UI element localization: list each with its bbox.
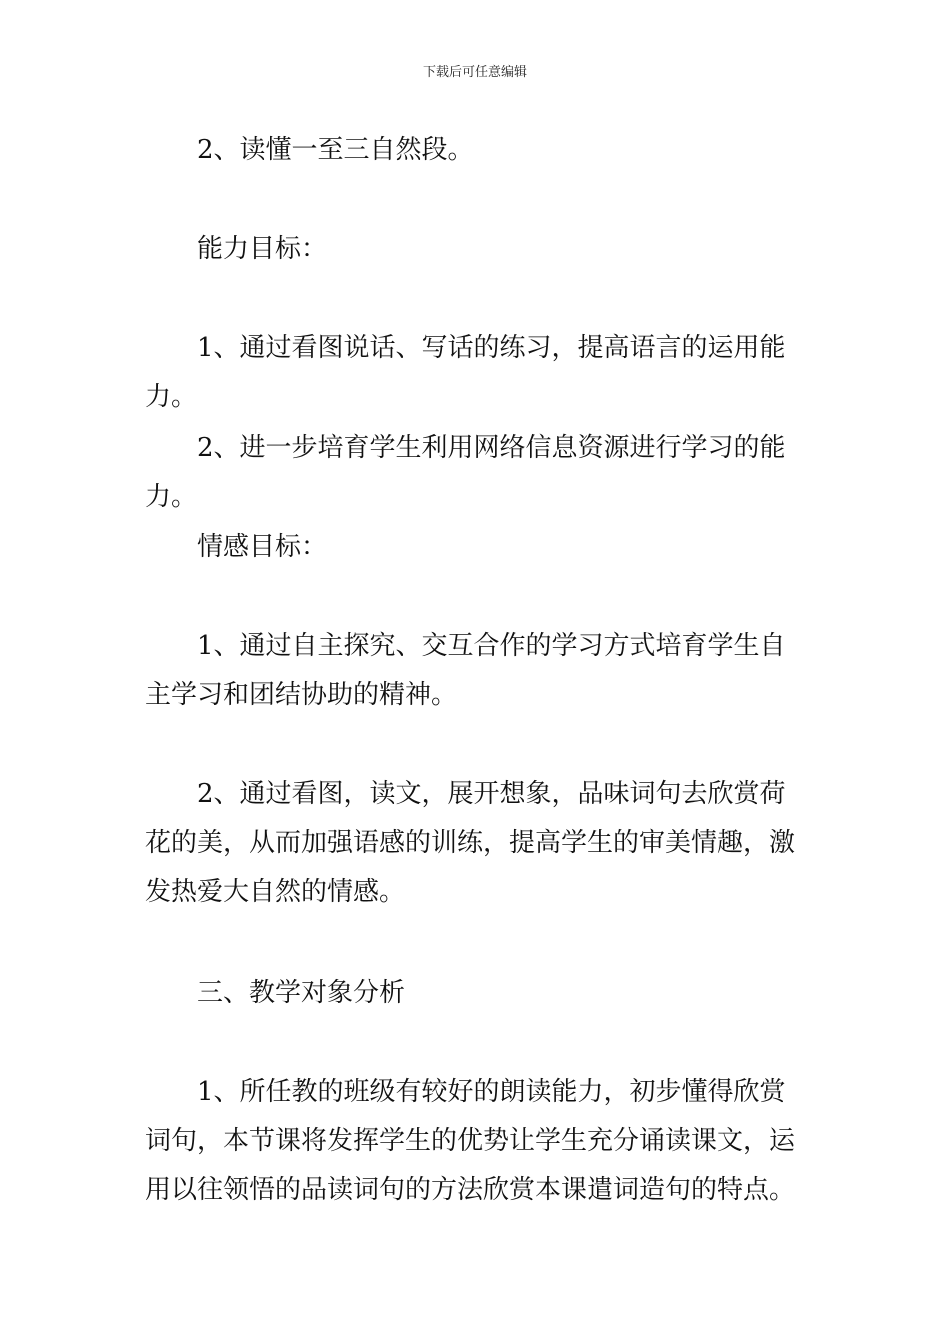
page-header-note: 下载后可任意编辑 bbox=[422, 65, 527, 80]
heading-ability-goals: 能力目标： bbox=[197, 234, 328, 264]
paragraph-ability-goal-2: 2、进一步培育学生利用网络信息资源进行学习的能力。 bbox=[145, 433, 786, 512]
paragraph-read-sections: 2、读懂一至三自然段。 bbox=[197, 135, 474, 165]
paragraph-emotion-goal-1: 1、通过自主探究、交互合作的学习方式培育学生自主学习和团结协助的精神。 bbox=[145, 631, 786, 710]
heading-teaching-object-analysis: 三、教学对象分析 bbox=[197, 978, 406, 1008]
paragraph-ability-goal-1: 1、通过看图说话、写话的练习，提高语言的运用能力。 bbox=[145, 333, 786, 412]
heading-emotion-goals: 情感目标： bbox=[197, 532, 328, 562]
paragraph-analysis-1: 1、所任教的班级有较好的朗读能力，初步懂得欣赏词句，本节课将发挥学生的优势让学生充分诵读课文，运用以往领悟的品读词句的方法欣赏本课遣词造句的特点。 bbox=[145, 1077, 796, 1205]
paragraph-emotion-goal-2: 2、通过看图，读文，展开想象，品味词句去欣赏荷花的美，从而加强语感的训练，提高学生的审美情趣，激发热爱大自然的情感。 bbox=[145, 779, 796, 907]
